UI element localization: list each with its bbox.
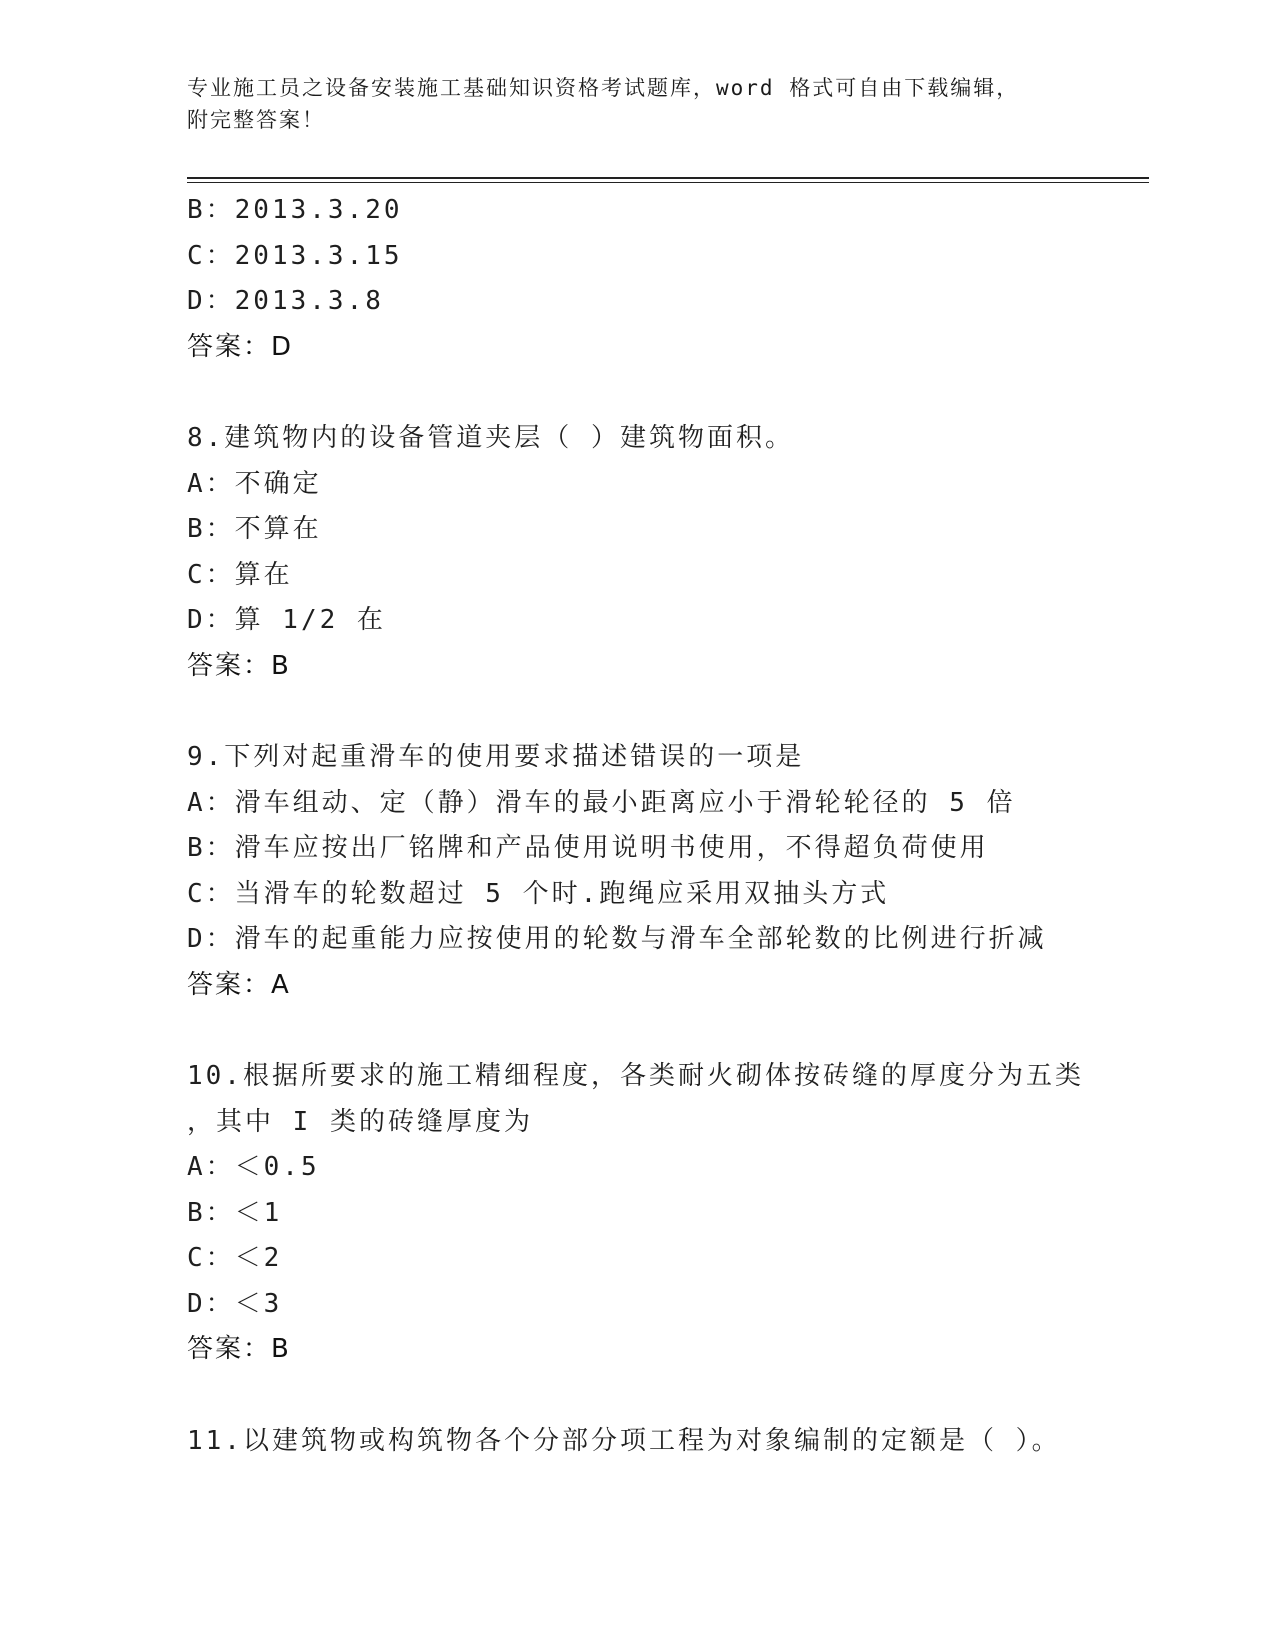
question-11 <box>187 1419 1147 1465</box>
header-title-line-1: 专业施工员之设备安装施工基础知识资格考试题库，word 格式可自由下载编辑， <box>187 76 1020 100</box>
option-a: A：＜0.5 <box>187 1152 320 1182</box>
spacer <box>187 1373 1147 1419</box>
question-stem: 9.下列对起重滑车的使用要求描述错误的一项是 <box>187 742 805 772</box>
header-divider <box>187 177 1149 183</box>
header-title-line-2: 附完整答案！ <box>187 108 325 132</box>
option-b: B：＜1 <box>187 1197 283 1228</box>
option-d: D：2013.3.8 <box>187 286 384 316</box>
option-c: C：当滑车的轮数超过 5 个时.跑绳应采用双抽头方式 <box>187 878 890 909</box>
question-list <box>187 188 1147 1464</box>
question-8 <box>187 416 1147 689</box>
option-d: D：滑车的起重能力应按使用的轮数与滑车全部轮数的比例进行折减 <box>187 924 1047 954</box>
question-9 <box>187 735 1147 1008</box>
option-a: A：滑车组动、定（静）滑车的最小距离应小于滑轮轮径的 5 倍 <box>187 787 1016 818</box>
question-stem-line-1: 10.根据所要求的施工精细程度，各类耐火砌体按砖缝的厚度分为五类 <box>187 1061 1084 1091</box>
option-b: B：不算在 <box>187 514 322 544</box>
option-c: C：算在 <box>187 559 293 590</box>
option-a: A：不确定 <box>187 468 322 499</box>
option-d: D：＜3 <box>187 1288 283 1319</box>
document-header <box>187 72 1107 136</box>
answer-line: 答案：B <box>187 1334 291 1364</box>
spacer <box>187 1008 1147 1054</box>
question-7-tail <box>187 188 1147 370</box>
question-stem: 8.建筑物内的设备管道夹层（ ）建筑物面积。 <box>187 423 794 453</box>
option-d: D：算 1/2 在 <box>187 605 386 635</box>
option-c: C：＜2 <box>187 1243 283 1273</box>
option-c: C：2013.3.15 <box>187 240 403 271</box>
question-10 <box>187 1054 1147 1373</box>
answer-line: 答案：A <box>187 969 291 1000</box>
spacer <box>187 689 1147 735</box>
question-stem: 11.以建筑物或构筑物各个分部分项工程为对象编制的定额是（ ）。 <box>187 1425 1061 1456</box>
option-b: B：滑车应按出厂铭牌和产品使用说明书使用，不得超负荷使用 <box>187 833 989 863</box>
answer-line: 答案：D <box>187 331 294 362</box>
option-b: B：2013.3.20 <box>187 195 403 225</box>
spacer <box>187 370 1147 416</box>
answer-line: 答案：B <box>187 650 291 681</box>
question-stem-line-2: ，其中 I 类的砖缝厚度为 <box>187 1106 533 1137</box>
